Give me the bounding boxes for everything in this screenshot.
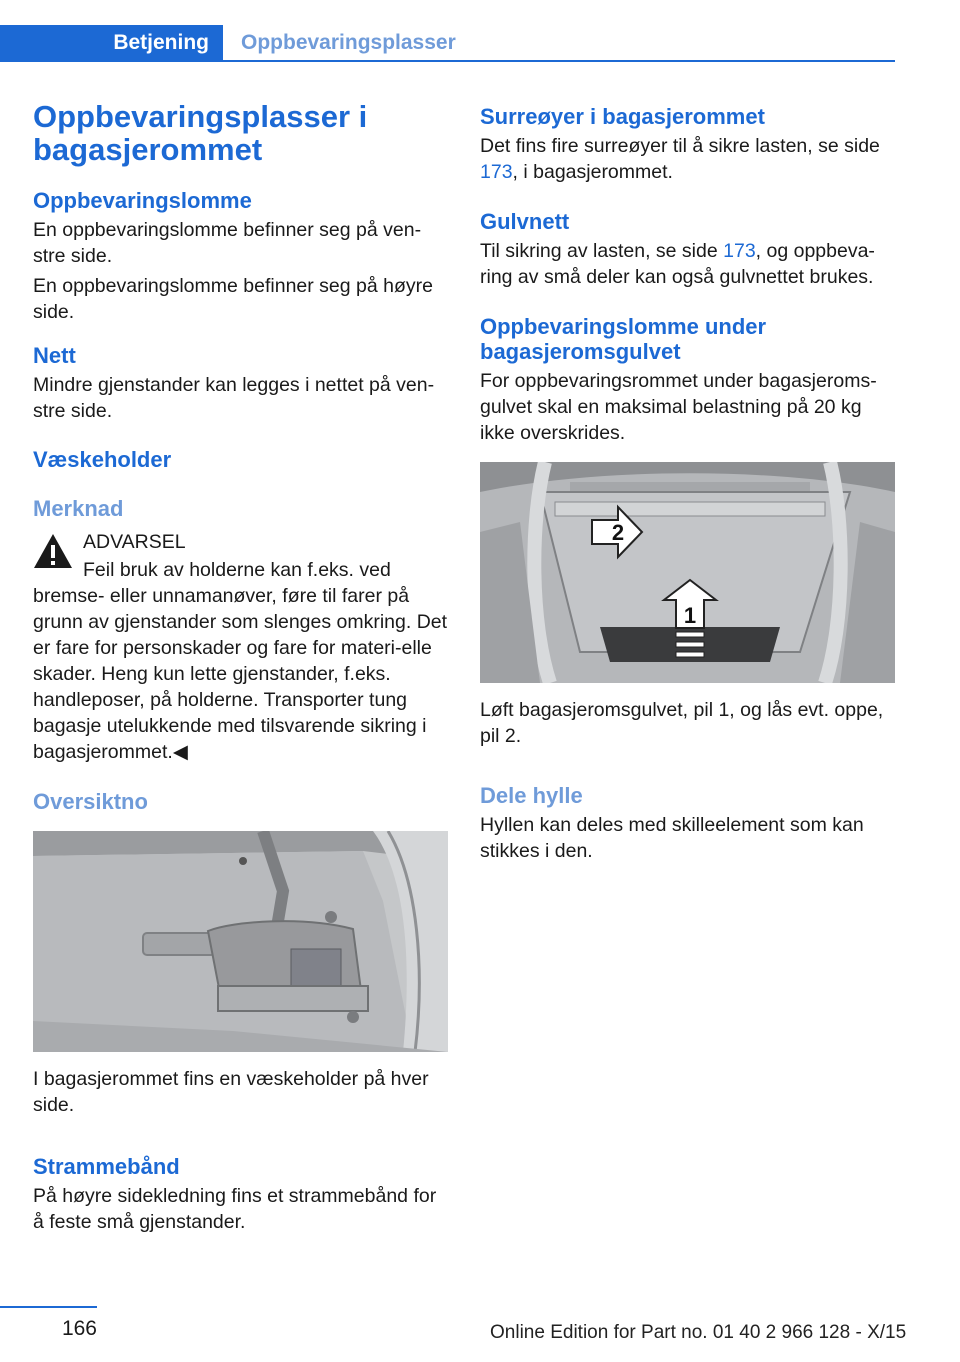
text: Det fins fire surreøyer til å sikre lasten, se side	[480, 135, 880, 157]
heading-oppbevaringslomme-under: Oppbevaringslomme under bagasjeromsgulvet	[480, 314, 767, 364]
page-link-173[interactable]: 173	[480, 161, 513, 183]
subheading-dele-hylle: Dele hylle	[480, 783, 583, 808]
paragraph	[480, 238, 895, 290]
left-column	[33, 100, 448, 1235]
header-divider	[0, 60, 895, 62]
page-title: Oppbevaringsplasser i bagasjerommet	[33, 99, 368, 167]
tab-betjening[interactable]: Betjening	[0, 25, 223, 61]
edition-text: Online Edition for Part no. 01 40 2 966 128 - X/15	[490, 1322, 907, 1343]
heading-surreoyer: Surreøyer i bagasjerommet	[480, 104, 765, 129]
paragraph: En oppbevaringslomme befinner seg på høyre side.	[33, 275, 433, 323]
paragraph	[480, 133, 895, 185]
arrow-1-label: 1	[683, 603, 697, 628]
heading-nett: Nett	[33, 343, 76, 368]
heading-gulvnett: Gulvnett	[480, 209, 570, 234]
subheading-oversikt: Oversiktno	[33, 789, 148, 814]
text: , og oppbeva‐ring av små deler kan også gulvnettet brukes.	[480, 240, 875, 288]
tab-oppbevaringsplasser[interactable]: Oppbevaringsplasser	[241, 31, 456, 54]
page-header	[0, 25, 895, 63]
right-column	[480, 104, 895, 864]
warning-block	[33, 529, 448, 765]
paragraph: Hyllen kan deles med skilleelement som kan stikkes i den.	[480, 814, 864, 862]
arrow-2-label: 2	[611, 520, 625, 545]
figure-caption: Løft bagasjeromsgulvet, pil 1, og lås evt. oppe, pil 2.	[480, 699, 884, 747]
text: Til sikring av lasten, se side	[480, 240, 724, 262]
paragraph: Mindre gjenstander kan legges i nettet på ven‐stre side.	[33, 374, 435, 422]
footer-edition	[490, 1322, 960, 1344]
page-number: 166	[61, 1317, 97, 1340]
paragraph: En oppbevaringslomme befinner seg på ven‐stre side.	[33, 219, 422, 267]
page-number-divider	[0, 1306, 97, 1308]
warning-title: ADVARSEL	[83, 531, 186, 553]
heading-vaeskeholder: Væskeholder	[33, 447, 172, 472]
warning-text: bremse- eller unnamanøver, føre til farer på grunn av gjenstander som slenges omkring. Det er fare for personskader og fare for materi‐elle skader. Heng kun lette gjenstander, f.eks. handleposer, på holderne. Transporter tung bagasje utelukkende med tilsvarende sikring i bagasjerommet.◀	[33, 585, 448, 763]
heading-oppbevaringslomme: Oppbevaringslomme	[33, 188, 252, 213]
warning-text-first: Feil bruk av holderne kan f.eks. ved	[83, 559, 391, 581]
paragraph: For oppbevaringsrommet under bagasjeroms‐gulvet skal en maksimal belastning på 20 kg ikke overskrides.	[480, 370, 877, 444]
text: , i bagasjerommet.	[512, 161, 673, 183]
trunk-floor-image	[480, 462, 895, 683]
page-link-173[interactable]: 173	[723, 240, 756, 262]
heading-strammebaand: Strammebånd	[33, 1154, 180, 1179]
paragraph: På høyre sidekledning fins et strammebånd for å feste små gjenstander.	[33, 1185, 437, 1233]
subheading-merknad: Merknad	[33, 496, 124, 521]
warning-icon	[33, 533, 73, 569]
figure-caption: I bagasjerommet fins en væskeholder på hver side.	[33, 1068, 429, 1116]
trunk-side-image	[33, 831, 448, 1052]
